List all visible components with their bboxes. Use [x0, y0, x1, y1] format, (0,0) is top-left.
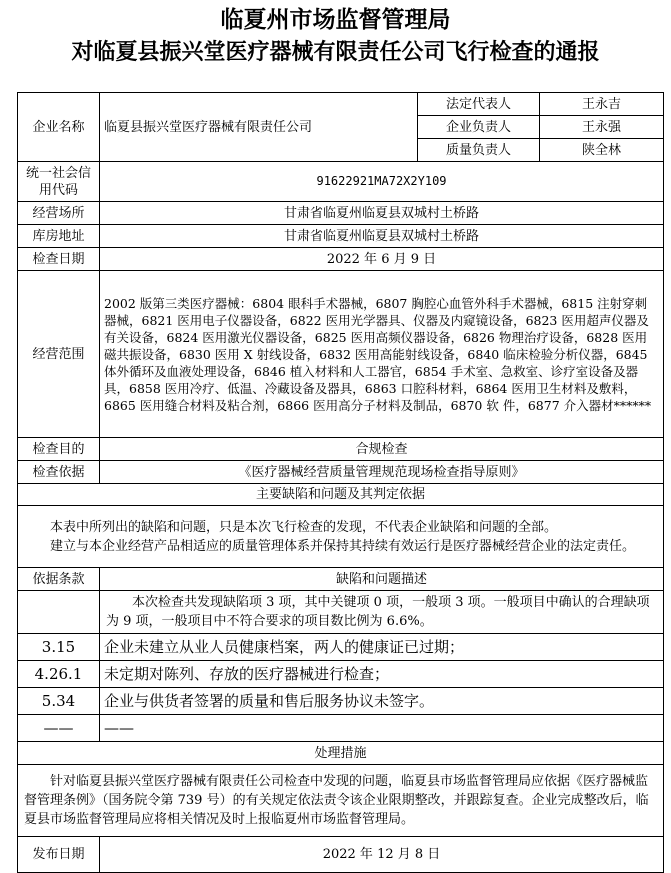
legal-rep: 王永吉 — [540, 93, 664, 116]
defects-summary-text: 本次检查共发现缺陷项 3 项，其中关键项 0 项，一般项 3 项。一般项目中确认的合理缺项为 9 项，一般项目中不符合要求的项目数比例为 6.6%。 — [106, 595, 650, 629]
premises-label: 经营场所 — [18, 202, 100, 225]
purpose-label: 检查目的 — [18, 438, 100, 461]
defect-desc: 未定期对陈列、存放的医疗器械进行检查； — [100, 661, 664, 688]
defects-note-2: 建立与本企业经营产品相适应的质量管理体系并保持其持续有效运行是医疗器械经营企业的法定责任。 — [50, 538, 636, 554]
credit-code-label: 统一社会信用代码 — [18, 162, 100, 202]
defect-clause: 5.34 — [18, 688, 100, 715]
measures-paragraph: 针对临夏县振兴堂医疗器械有限责任公司检查中发现的问题，临夏县市场监督管理局应依据《医疗器械监督管理条例》（国务院令第 739 号）的有关规定依法责令该企业限期整改，并跟踪复查。企业完成整改后，临夏县市场监督管理局应将相关情况及时上报临夏州市场监督管理局。 — [24, 774, 649, 827]
defect-desc: 企业未建立从业人员健康档案，两人的健康证已过期； — [100, 634, 664, 661]
scope-label: 经营范围 — [18, 271, 100, 438]
warehouse-label: 库房地址 — [18, 225, 100, 248]
defects-summary — [100, 591, 664, 634]
measures-text — [18, 765, 664, 837]
defect-clause: 3.15 — [18, 634, 100, 661]
defects-notes — [18, 506, 664, 568]
defect-desc: 企业与供货者签署的质量和售后服务协议未签字。 — [100, 688, 664, 715]
premises: 甘肃省临夏州临夏县双城村土桥路 — [100, 202, 664, 225]
principal: 王永强 — [540, 116, 664, 139]
legal-rep-label: 法定代表人 — [418, 93, 540, 116]
release-date-label: 发布日期 — [18, 837, 100, 873]
release-date: 2022 年 12 月 8 日 — [100, 837, 664, 873]
warehouse: 甘肃省临夏州临夏县双城村土桥路 — [100, 225, 664, 248]
defect-clause: —— — [18, 715, 100, 742]
defect-desc: —— — [100, 715, 664, 742]
col-clause-header: 依据条款 — [18, 568, 100, 591]
basis: 《医疗器械经营质量管理规范现场检查指导原则》 — [100, 461, 664, 484]
defects-note-1: 本表中所列出的缺陷和问题，只是本次飞行检查的发现，不代表企业缺陷和问题的全部。 — [50, 519, 558, 535]
report-table — [17, 92, 664, 873]
quality-label: 质量负责人 — [418, 139, 540, 162]
business-scope: 2002 版第三类医疗器械：6804 眼科手术器械，6807 胸腔心血管外科手术器械，6815 注射穿刺器械，6821 医用电子仪器设备，6822 医用光学器具、仪器及内窥镜设备，6823 医用超声仪器及有关设备，6824 医用激光仪器设备，6825 医用高频仪器设备，6826 物理治疗设备，6828 医用磁共振设备，6830 医用 X 射线设备，6832 医用高能射线设备，6840 临床检验分析仪器，6845 体外循环及血液处理设备，6846 植入材料和人工器官，6854 手术室、急救室、诊疗室设备及器具，6858 医用冷疗、低温、冷藏设备及器具，6863 口腔科材料，6864 医用卫生材料及敷料，6865 医用缝合材料及粘合剂，6866 医用高分子材料及制品，6870 软 件，6877 介入器材****** — [100, 271, 664, 438]
col-desc-header: 缺陷和问题描述 — [100, 568, 664, 591]
company-name: 临夏县振兴堂医疗器械有限责任公司 — [100, 93, 418, 162]
measures-title: 处理措施 — [18, 742, 664, 765]
defects-section-title: 主要缺陷和问题及其判定依据 — [18, 484, 664, 506]
company-name-label: 企业名称 — [18, 93, 100, 162]
quality: 陕全林 — [540, 139, 664, 162]
inspect-date-label: 检查日期 — [18, 248, 100, 271]
inspect-date: 2022 年 6 月 9 日 — [100, 248, 664, 271]
basis-label: 检查依据 — [18, 461, 100, 484]
summary-clause-empty — [18, 591, 100, 634]
principal-label: 企业负责人 — [418, 116, 540, 139]
defect-clause: 4.26.1 — [18, 661, 100, 688]
report-title-line2: 对临夏县振兴堂医疗器械有限责任公司飞行检查的通报 — [71, 39, 600, 65]
report-title-line1: 临夏州市场监督管理局 — [220, 6, 451, 33]
credit-code: 91622921MA72X2Y109 — [100, 162, 664, 202]
purpose: 合规检查 — [100, 438, 664, 461]
